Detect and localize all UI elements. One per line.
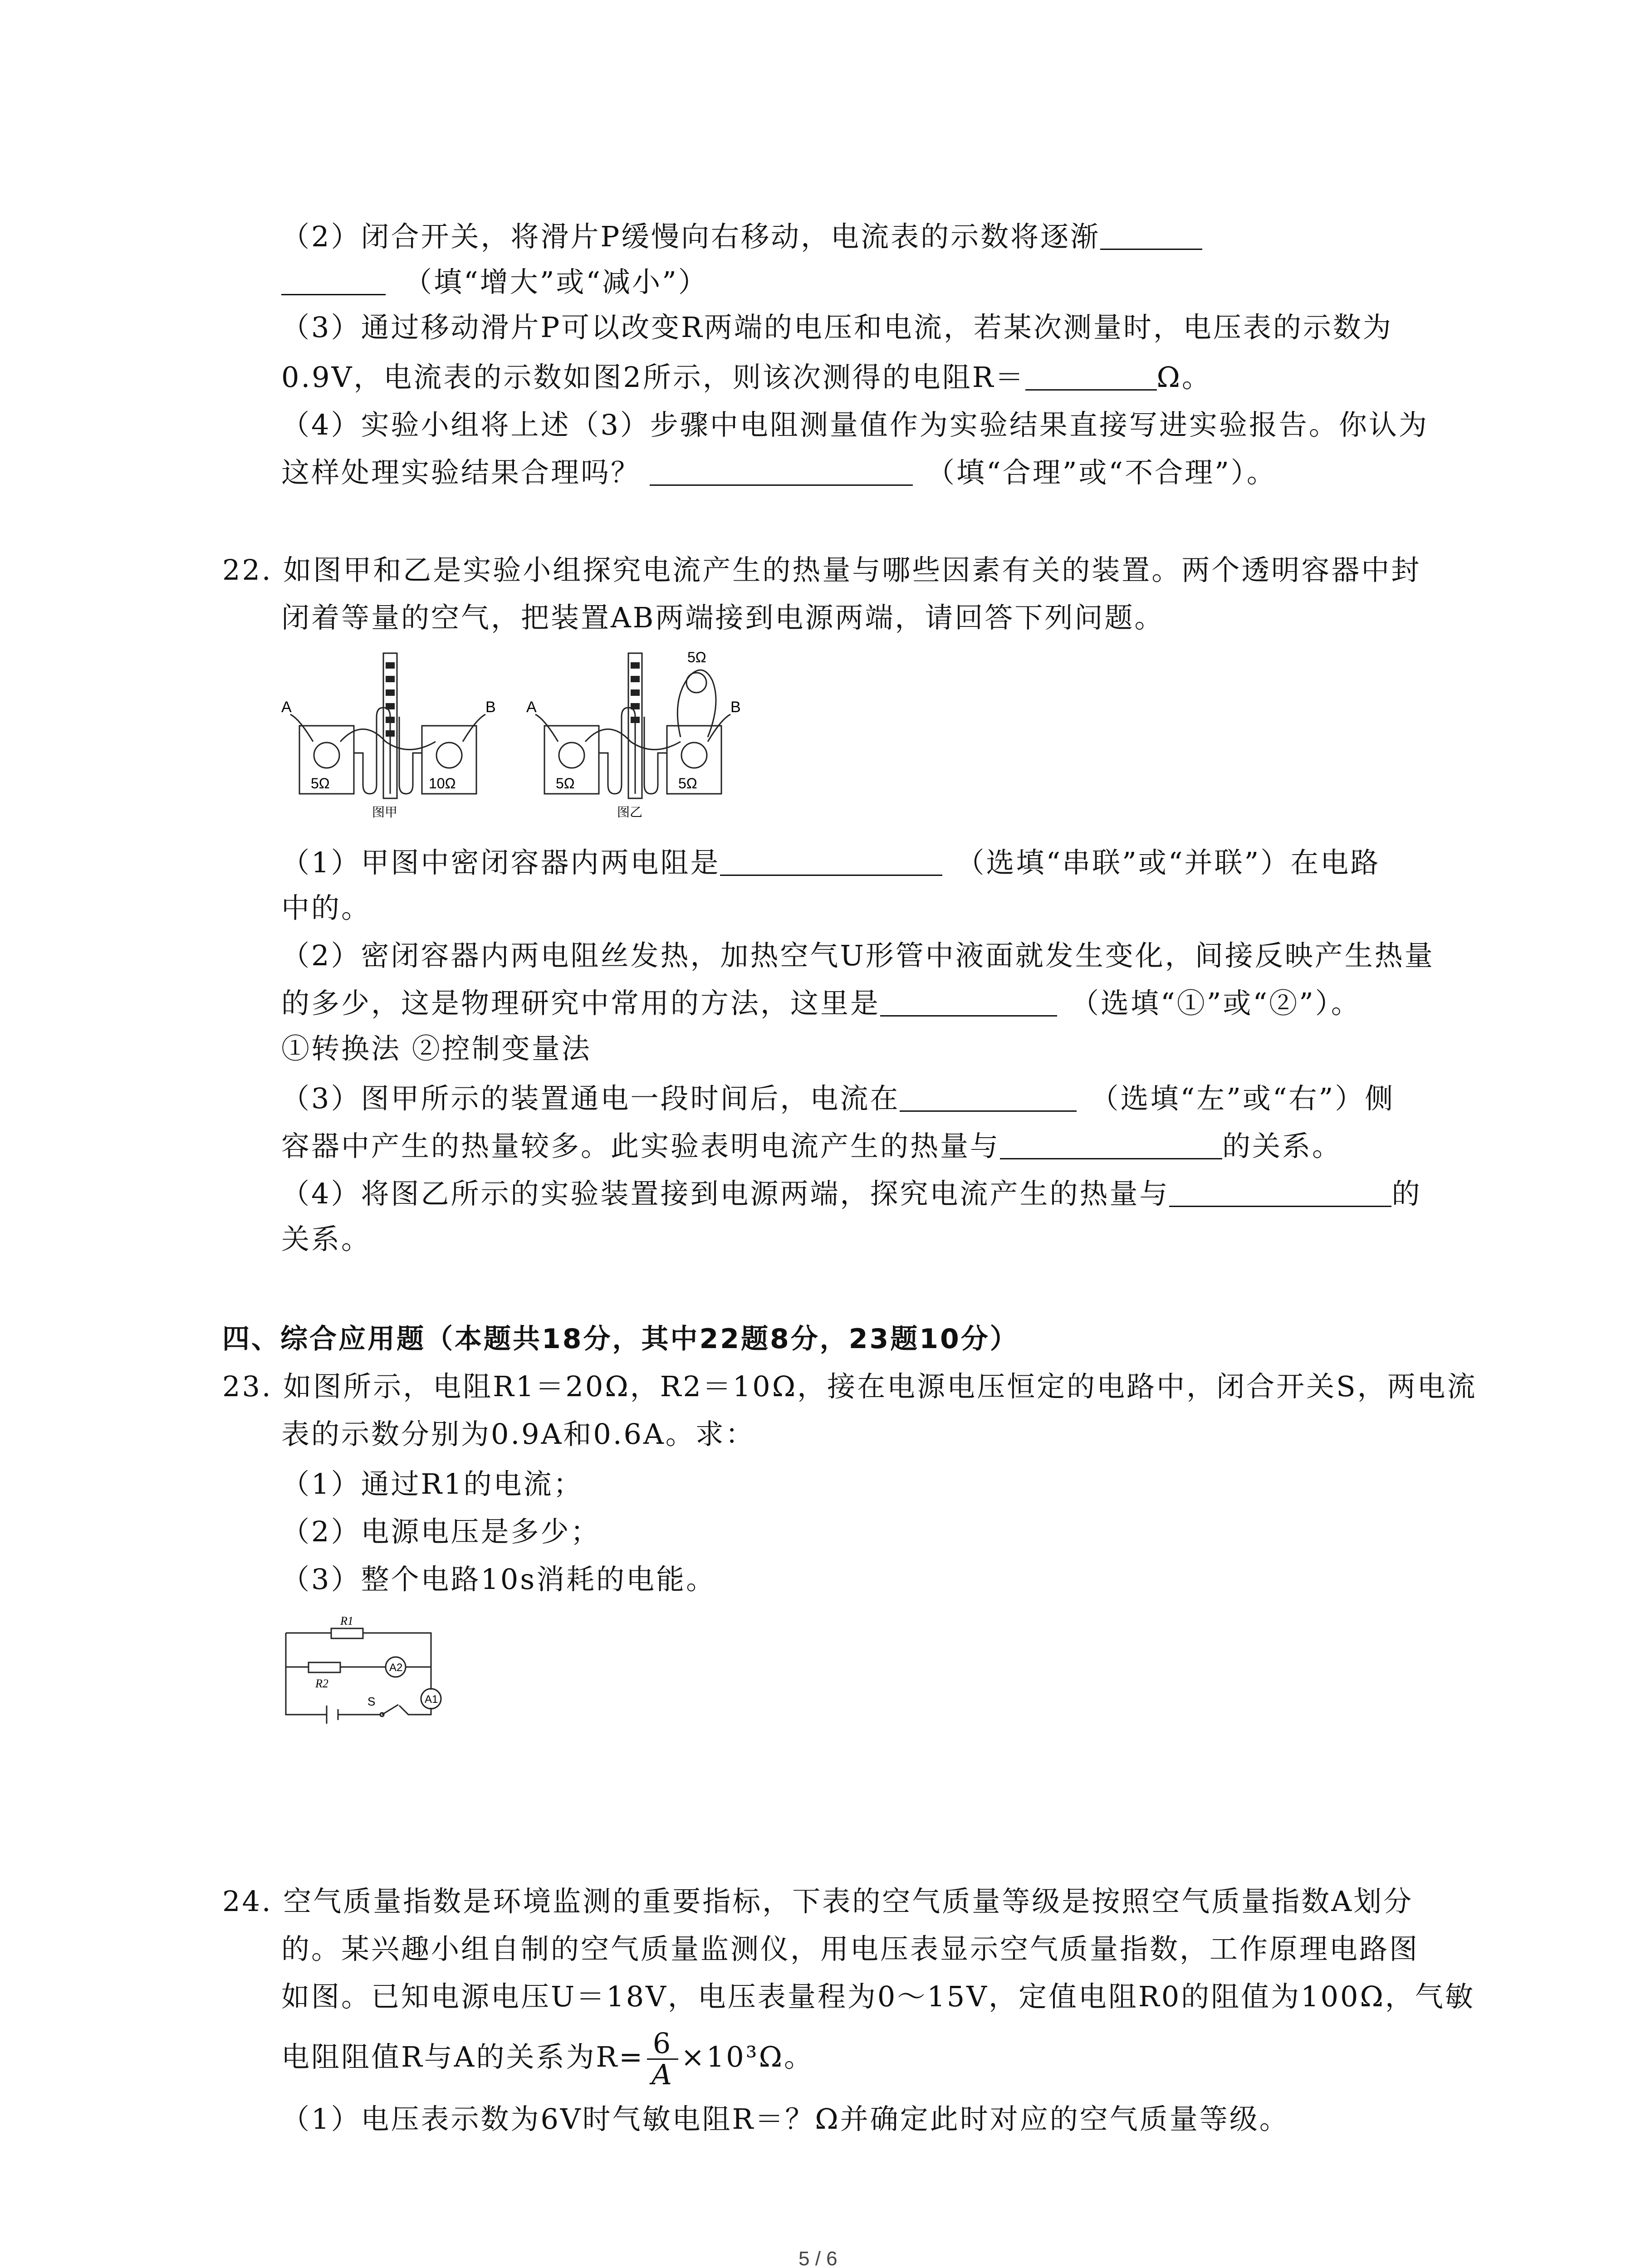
q22-part3-line1 [281, 1080, 1395, 1118]
resistor-right-yi: 5Ω [678, 775, 697, 792]
q22-part3-text2: 容器中产生的热量较多。此实验表明电流产生的热量与 [281, 1129, 1000, 1163]
label-r2: R2 [315, 1677, 328, 1690]
q21-part2-line2 [281, 263, 708, 301]
q24-fraction [647, 2028, 678, 2090]
q22-part2-line2 [281, 984, 1361, 1022]
external-coil-yi [686, 673, 706, 693]
answer-blank[interactable] [880, 988, 1057, 1017]
switch-lever [382, 1705, 398, 1715]
wire-b-jia [463, 714, 485, 742]
coil-left-yi [559, 743, 584, 768]
q21-part4-text: 这样处理实验结果合理吗？ [281, 456, 641, 489]
section-heading: 四、综合应用题（本题共18分，其中22题8分，23题10分） [222, 1323, 1019, 1355]
q22-part1-line2: 中的。 [281, 891, 372, 924]
q21-part2-line1 [281, 218, 1202, 256]
q22-part1-line1 [281, 844, 1380, 882]
q21-part2-text: （2）闭合开关，将滑片P缓慢向右移动，电流表的示数将逐渐 [281, 220, 1101, 253]
q24-part1: （1）电压表示数为6V时气敏电阻R＝？Ω并确定此时对应的空气质量等级。 [281, 2102, 1289, 2136]
answer-blank[interactable] [900, 1083, 1077, 1112]
fraction-denominator: A [652, 2058, 674, 2092]
resistor-right-jia: 10Ω [429, 775, 456, 792]
coil-right-jia [436, 743, 462, 768]
coil-right-yi [681, 743, 707, 768]
resistor-r2 [309, 1662, 340, 1672]
answer-blank[interactable] [650, 457, 913, 486]
q22-part2-hint: （选填“①”或“②”）。 [1071, 987, 1361, 1020]
answer-blank[interactable] [1025, 362, 1157, 391]
label-a2: A2 [389, 1662, 403, 1674]
label-a-jia: A [281, 699, 292, 716]
q21-part4-hint: （填“合理”或“不合理”）。 [926, 456, 1277, 489]
q21-part3-text: 0.9V，电流表的示数如图2所示，则该次测得的电阻R＝ [281, 361, 1025, 394]
q23-part3: （3）整个电路10s消耗的电能。 [281, 1563, 716, 1596]
external-resistor-wire-yi [677, 670, 716, 737]
q23-stem-line1: 23. 如图所示，电阻R1＝20Ω，R2＝10Ω，接在电源电压恒定的电路中，闭合开关S，两电流 [222, 1370, 1477, 1403]
q24-stem-line1: 24. 空气质量指数是环境监测的重要指标，下表的空气质量等级是按照空气质量指数A划分 [222, 1885, 1414, 1918]
q23-part2: （2）电源电压是多少； [281, 1515, 601, 1548]
answer-blank[interactable] [1100, 221, 1202, 250]
q22-stem-line1: 22. 如图甲和乙是实验小组探究电流产生的热量与哪些因素有关的装置。两个透明容器中封 [222, 553, 1421, 587]
q23-part1: （1）通过R1的电流； [281, 1467, 583, 1501]
answer-blank[interactable] [1000, 1131, 1222, 1159]
label-a-yi: A [526, 699, 537, 716]
resistor-r1 [331, 1628, 363, 1638]
q24-stem-line2: 的。某兴趣小组自制的空气质量监测仪，用电压表显示空气质量指数，工作原理电路图 [281, 1932, 1420, 1965]
label-r1: R1 [340, 1615, 353, 1628]
q22-part3-line2 [281, 1127, 1342, 1165]
q24-stem-line4 [281, 2028, 814, 2090]
label-b-yi: B [730, 699, 741, 716]
q22-part4-line1 [281, 1175, 1421, 1213]
q23-stem-line2: 表的示数分别为0.9A和0.6A。求： [281, 1418, 755, 1451]
q22-part3-text: （3）图甲所示的装置通电一段时间后，电流在 [281, 1082, 900, 1115]
resistor-left-yi: 5Ω [556, 775, 575, 792]
q22-part1-text: （1）甲图中密闭容器内两电阻是 [281, 846, 720, 879]
coil-left-jia [314, 743, 339, 768]
q22-part1-hint: （选填“串联”或“并联”）在电路 [956, 846, 1381, 879]
page-number: 5 / 6 [798, 2248, 838, 2268]
resistor-top-yi: 5Ω [687, 649, 706, 665]
caption-yi: 图乙 [617, 805, 643, 820]
answer-blank[interactable] [1169, 1178, 1391, 1207]
q24-formula-suffix: ×10³Ω。 [681, 2040, 814, 2073]
q21-part3-unit: Ω。 [1156, 361, 1212, 394]
answer-blank[interactable] [720, 847, 942, 876]
q22-part4-text: （4）将图乙所示的实验装置接到电源两端，探究电流产生的热量与 [281, 1177, 1170, 1210]
q21-part3-line1: （3）通过移动滑片P可以改变R两端的电压和电流，若某次测量时，电压表的示数为 [281, 311, 1393, 344]
q22-part3-hint: （选填“左”或“右”）侧 [1090, 1082, 1395, 1115]
answer-blank[interactable] [281, 267, 386, 295]
q21-part4-line1: （4）实验小组将上述（3）步骤中电阻测量值作为实验结果直接写进实验报告。你认为 [281, 408, 1429, 441]
label-b-jia: B [485, 699, 496, 716]
q22-figure [272, 644, 749, 835]
wire-a-yi [535, 714, 558, 742]
q23-circuit-figure [277, 1615, 454, 1733]
q21-part4-line2 [281, 454, 1277, 492]
q22-part2-line1: （2）密闭容器内两电阻丝发热，加热空气U形管中液面就发生变化，间接反映产生热量 [281, 939, 1435, 972]
q24-stem-line3: 如图。已知电源电压U＝18V，电压表量程为0～15V，定值电阻R0的阻值为100Ω，气敏 [281, 1980, 1475, 2013]
q22-part4-line2: 关系。 [281, 1222, 372, 1256]
q22-part2-text: 的多少，这是物理研究中常用的方法，这里是 [281, 987, 881, 1020]
q21-part2-hint: （填“增大”或“减小”） [404, 265, 708, 298]
u-tube-right-jia [399, 717, 422, 794]
q22-part4-end: 的 [1391, 1177, 1422, 1210]
q22-part3-end: 的关系。 [1222, 1129, 1342, 1163]
q24-formula-prefix: 电阻阻值R与A的关系为R= [281, 2040, 645, 2073]
caption-jia: 图甲 [372, 805, 398, 820]
wire-a-jia [290, 714, 313, 742]
u-tube-left-jia [354, 708, 390, 794]
label-s: S [367, 1695, 376, 1708]
u-tube-left-yi [599, 708, 635, 794]
fraction-numerator: 6 [647, 2028, 678, 2060]
q22-stem-line2: 闭着等量的空气，把装置AB两端接到电源两端，请回答下列问题。 [281, 601, 1165, 634]
resistor-left-jia: 5Ω [311, 775, 330, 792]
wire-left [286, 1633, 327, 1715]
u-tube-right-yi [644, 717, 667, 794]
figure-yi [526, 649, 741, 820]
q22-part2-options: ①转换法 ②控制变量法 [281, 1032, 592, 1065]
q21-part3-line2 [281, 358, 1212, 396]
label-a1: A1 [425, 1693, 438, 1706]
